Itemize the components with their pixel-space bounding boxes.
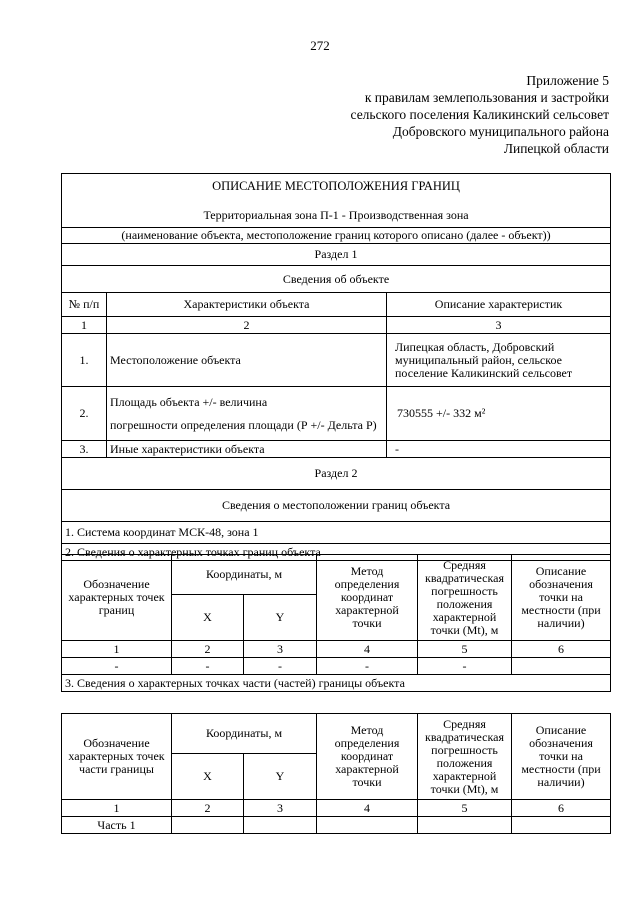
section2-label: Раздел 2 xyxy=(62,458,611,490)
col-number: 2 xyxy=(172,800,244,817)
col-number: 2 xyxy=(107,317,387,334)
y-header: Y xyxy=(244,595,317,641)
point-designation-header: Обозначение характерных точек границ xyxy=(62,555,172,641)
appendix-line: Добровского муниципального района xyxy=(392,124,609,139)
col-number: 1 xyxy=(62,800,172,817)
row-desc: - xyxy=(387,441,611,458)
table-cell xyxy=(317,817,418,834)
row-char: Иные характеристики объекта xyxy=(107,441,387,458)
point-designation-header: Обозначение характерных точек части границы xyxy=(62,714,172,800)
table-cell: - xyxy=(244,658,317,675)
table-cell: - xyxy=(172,658,244,675)
col-header-char: Характеристики объекта xyxy=(107,293,387,317)
title-cell xyxy=(62,174,611,228)
table-cell: - xyxy=(418,658,512,675)
table-cell xyxy=(512,817,611,834)
error-header: Средняя квадратическая погрешность положения характерной точки (Mt), м xyxy=(418,714,512,800)
page-number: 272 xyxy=(310,38,330,53)
row-num: 3. xyxy=(62,441,107,458)
y-header: Y xyxy=(244,754,317,800)
row-char-line: погрешности определения площади (Р +/- Дельта Р) xyxy=(110,417,377,432)
x-header: X xyxy=(172,595,244,641)
appendix-header xyxy=(351,72,609,157)
boundary-description-table xyxy=(61,173,611,561)
row-desc: 730555 +/- 332 м² xyxy=(387,387,611,441)
error-header: Средняя квадратическая погрешность положения характерной точки (Mt), м xyxy=(418,555,512,641)
appendix-line: Липецкой области xyxy=(503,141,609,156)
coords-header: Координаты, м xyxy=(172,714,317,754)
x-header: X xyxy=(172,754,244,800)
table-cell xyxy=(512,658,611,675)
row-char-line: Площадь объекта +/- величина xyxy=(110,394,268,409)
col-number: 5 xyxy=(418,800,512,817)
table-cell: - xyxy=(317,658,418,675)
appendix-line: сельского поселения Каликинский сельсовет xyxy=(350,107,609,122)
part-label: Часть 1 xyxy=(62,817,172,834)
section1-label: Раздел 1 xyxy=(62,244,611,266)
section2-subtitle: Сведения о местоположении границ объекта xyxy=(62,490,611,522)
col-number: 4 xyxy=(317,800,418,817)
coords-header: Координаты, м xyxy=(172,555,317,595)
col-number: 5 xyxy=(418,641,512,658)
method-header: Метод определения координат характерной точки xyxy=(317,555,418,641)
boundary-points-table xyxy=(61,554,611,692)
col-number: 4 xyxy=(317,641,418,658)
col-header-num: № п/п xyxy=(62,293,107,317)
description-header: Описание обозначения точки на местности (при наличии) xyxy=(512,714,611,800)
part-points-title: 3. Сведения о характерных точках части (частей) границы объекта xyxy=(62,675,611,692)
zone-name: Территориальная зона П-1 - Производственная зона xyxy=(203,208,469,222)
part-points-table xyxy=(61,713,611,834)
col-number: 3 xyxy=(244,641,317,658)
col-number: 1 xyxy=(62,641,172,658)
object-note: (наименование объекта, местоположение границ которого описано (далее - объект)) xyxy=(62,228,611,244)
appendix-line: к правилам землепользования и застройки xyxy=(364,90,609,105)
row-desc: Липецкая область, Добровский муниципальный район, сельское поселение Каликинский сельсовет xyxy=(387,334,611,387)
col-number: 6 xyxy=(512,800,611,817)
row-num: 2. xyxy=(62,387,107,441)
table-cell xyxy=(172,817,244,834)
table-cell xyxy=(418,817,512,834)
row-num: 1. xyxy=(62,334,107,387)
col-header-desc: Описание характеристик xyxy=(387,293,611,317)
table-cell: - xyxy=(62,658,172,675)
section1-subtitle: Сведения об объекте xyxy=(62,266,611,293)
appendix-line: Приложение 5 xyxy=(526,73,609,88)
col-number: 1 xyxy=(62,317,107,334)
document-title: ОПИСАНИЕ МЕСТОПОЛОЖЕНИЯ ГРАНИЦ xyxy=(212,179,460,193)
coordinate-system: 1. Система координат МСК-48, зона 1 xyxy=(62,522,611,544)
row-char xyxy=(107,387,387,441)
row-char: Местоположение объекта xyxy=(107,334,387,387)
boundary-points-title: 2. Сведения о характерных точках границ объекта xyxy=(62,544,611,561)
table-cell xyxy=(244,817,317,834)
col-number: 3 xyxy=(244,800,317,817)
col-number: 3 xyxy=(387,317,611,334)
description-header: Описание обозначения точки на местности (при наличии) xyxy=(512,555,611,641)
method-header: Метод определения координат характерной точки xyxy=(317,714,418,800)
col-number: 6 xyxy=(512,641,611,658)
col-number: 2 xyxy=(172,641,244,658)
